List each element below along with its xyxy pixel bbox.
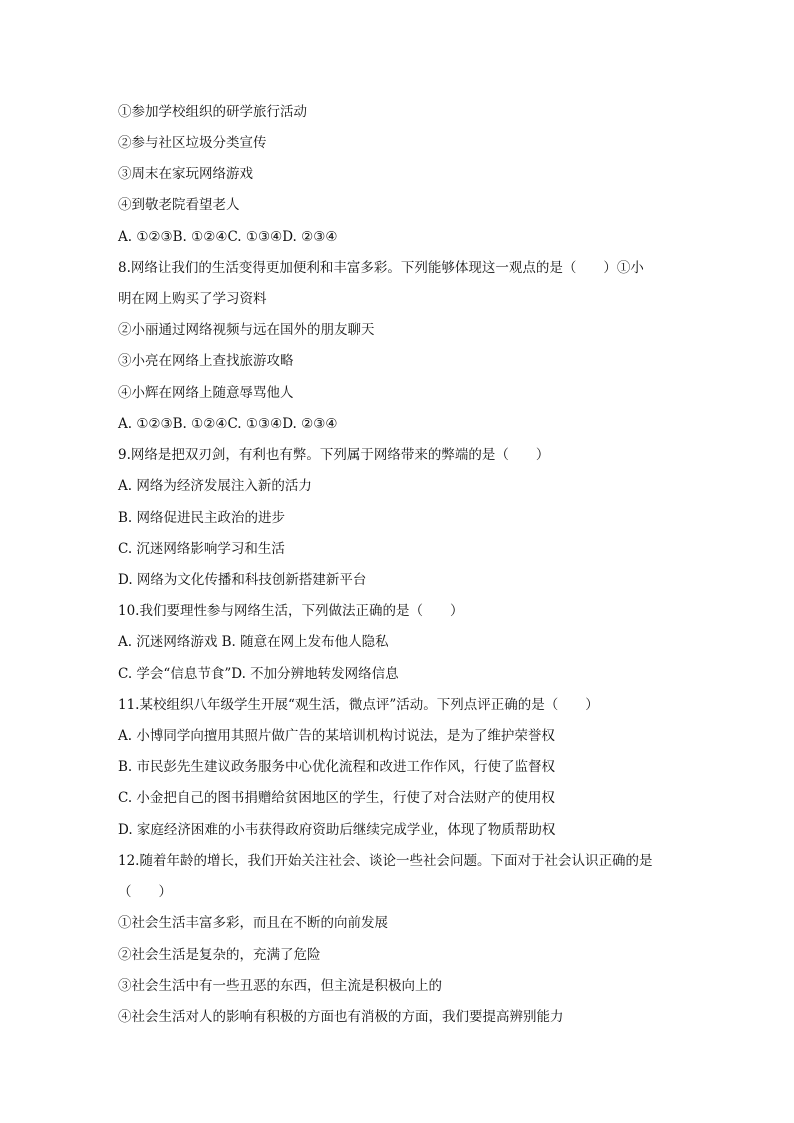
option-line: ①社会生活丰富多彩，而且在不断的向前发展 — [118, 915, 388, 931]
choice-b: B. 市民彭先生建议政务服务中心优化流程和改进工作作风，行使了监督权 — [118, 759, 556, 775]
option-line: ④到敬老院看望老人 — [118, 197, 240, 213]
option-line: ③周末在家玩网络游戏 — [118, 166, 253, 182]
choice-c: C. 小金把自己的图书捐赠给贫困地区的学生，行使了对合法财产的使用权 — [118, 790, 555, 806]
option-line: ②小丽通过网络视频与远在国外的朋友聊天 — [118, 322, 375, 338]
option-line: ④小辉在网络上随意辱骂他人 — [118, 385, 294, 401]
choice-a: A. 小博同学向擅用其照片做广告的某培训机构讨说法，是为了维护荣誉权 — [118, 728, 555, 744]
question-12: 12.随着年龄的增长，我们开始关注社会、谈论一些社会问题。下面对于社会认识正确的是 — [118, 853, 653, 869]
choice-b: B. 网络促进民主政治的进步 — [118, 510, 286, 526]
option-line: ③小亮在网络上查找旅游攻略 — [118, 353, 294, 369]
option-line: ②参与社区垃圾分类宣传 — [118, 135, 267, 151]
choice-d: D. 网络为文化传播和科技创新搭建新平台 — [118, 572, 367, 588]
answer-choices: A. ①②③B. ①②④C. ①③④D. ②③④ — [118, 416, 338, 432]
choice-d: D. 家庭经济困难的小韦获得政府资助后继续完成学业，体现了物质帮助权 — [118, 822, 556, 838]
question-8-continued: 明在网上购买了学习资料 — [118, 291, 267, 307]
question-10: 10.我们要理性参与网络生活，下列做法正确的是（ ） — [118, 603, 464, 619]
option-line: ②社会生活是复杂的，充满了危险 — [118, 947, 321, 963]
option-line: ③社会生活中有一些丑恶的东西，但主流是积极向上的 — [118, 978, 442, 994]
choices-a-b: A. 沉迷网络游戏 B. 随意在网上发布他人隐私 — [118, 634, 389, 650]
question-8: 8.网络让我们的生活变得更加便利和丰富多彩。下列能够体现这一观点的是（ ）①小 — [118, 260, 644, 276]
option-line: ④社会生活对人的影响有积极的方面也有消极的方面，我们要提高辨别能力 — [118, 1009, 564, 1025]
question-12-blank: （ ） — [118, 884, 172, 900]
question-11: 11.某校组织八年级学生开展“观生活，微点评”活动。下列点评正确的是（ ） — [118, 697, 599, 713]
question-9: 9.网络是把双刃剑，有利也有弊。下列属于网络带来的弊端的是（ ） — [118, 447, 550, 463]
answer-choices: A. ①②③B. ①②④C. ①③④D. ②③④ — [118, 229, 338, 245]
choice-c: C. 沉迷网络影响学习和生活 — [118, 541, 285, 557]
choices-c-d: C. 学会“信息节食”D. 不加分辨地转发网络信息 — [118, 666, 399, 682]
choice-a: A. 网络为经济发展注入新的活力 — [118, 478, 312, 494]
option-line: ①参加学校组织的研学旅行活动 — [118, 104, 307, 120]
